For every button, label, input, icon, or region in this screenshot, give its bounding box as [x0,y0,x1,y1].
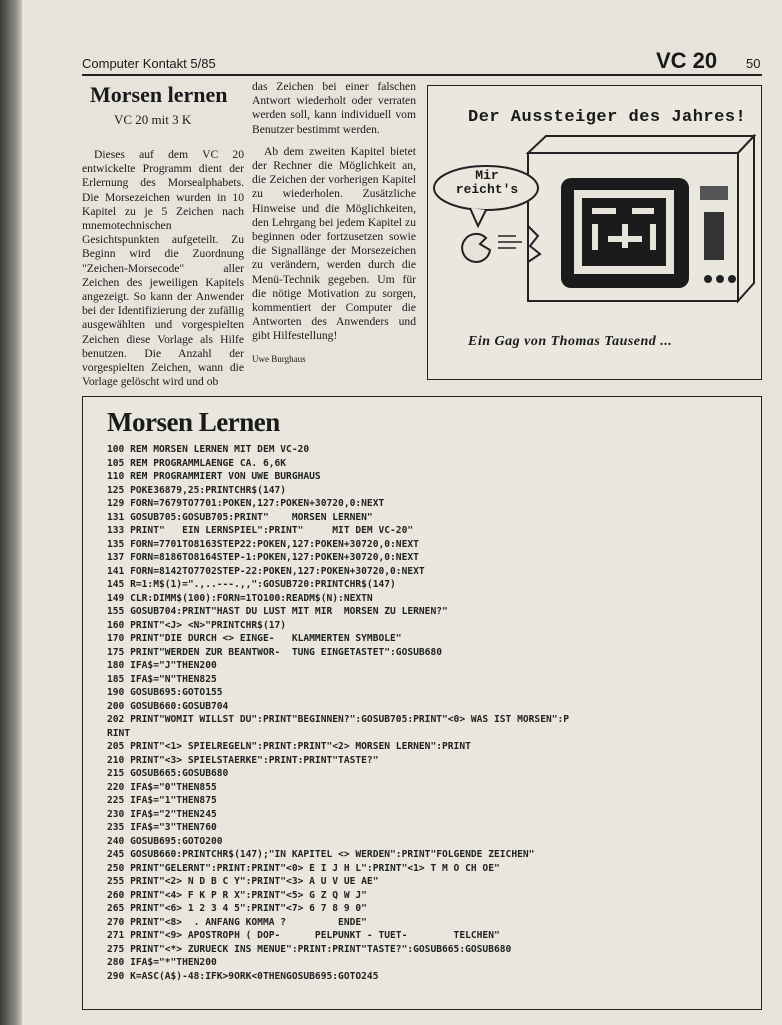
cartoon-credit: Ein Gag von Thomas Tausend ... [468,334,673,349]
code-line: 131 GOSUB705:GOSUB705:PRINT" MORSEN LERNEN" [107,511,373,523]
code-line: 200 GOSUB660:GOSUB704 [107,700,229,712]
article-column-2 [252,80,416,366]
section-title: VC 20 [656,48,718,73]
code-line: 271 PRINT"<9> APOSTROPH ( DOP- PELPUNKT - TUET- TELCHEN" [107,930,500,941]
code-line: 205 PRINT"<1> SPIELREGELN":PRINT:PRINT"<2> MORSEN LERNEN":PRINT [107,741,471,752]
code-line: 129 FORN=7679TO7701:POKEN,127:POKEN+30720,0:NEXT [107,498,385,509]
vent-grille [700,186,728,200]
code-line: 175 PRINT"WERDEN ZUR BEANTWOR- TUNG EINGETASTET":GOSUB680 [107,646,443,658]
code-line: 190 GOSUB695:GOTO155 [107,687,223,698]
code-line: 265 PRINT"<6> 1 2 3 4 5":PRINT"<7> 6 7 8 9 0" [107,903,367,914]
code-line: 125 POKE36879,25:PRINTCHR$(147) [107,484,287,496]
article-subtitle: VC 20 mit 3 K [114,112,192,127]
page-header [82,48,762,76]
page-number: 50 [746,56,761,71]
code-line: 133 PRINT" EIN LERNSPIEL":PRINT" MIT DEM VC-20" [107,525,414,536]
code-line: 135 FORN=7701TO8163STEP22:POKEN,127:POKEN+30720,0:NEXT [107,538,419,550]
code-line: 149 CLR:DIMM$(100):FORN=1TO100:READM$(N):NEXTN [107,592,373,604]
code-line: 180 IFA$="J"THEN200 [107,660,217,671]
code-line: 255 PRINT"<2> N D B C Y":PRINT"<3> A U V UE AE" [107,876,379,887]
code-line: 275 PRINT"<*> ZURUECK INS MENUE":PRINT:PRINT"TASTE?":GOSUB665:GOSUB680 [107,943,512,955]
code-line: 225 IFA$="1"THEN875 [107,795,217,806]
speaker-panel [704,212,724,260]
code-line: 220 IFA$="0"THEN855 [107,781,217,793]
code-line: 100 REM MORSEN LERNEN MIT DEM VC-20 [107,444,310,455]
article-paragraph: Dieses auf dem VC 20 entwickelte Programm dient der Erlernung des Morsealphabets. Die Morsezeichen wurden in 10 Kapitel zu je 5 Zeichen nach mnemotechnischen Gesichtspunkten aufgeteilt. Zu Beginn wird die Zuordnung "Zeichen-Morsecode" aller Zeichen des jeweiligen Kapitels angezeigt. So kann der Anwender bei der Identifizierung der zufällig ausgewählten und vorgespielten Zeichen diese Vorlage als Hilfe benutzen. Die Anzahl der vorgespielten Zeichen, wann die Vorlage gelöscht wird und ob [82,148,244,389]
code-line: RINT [107,727,131,739]
code-line: 141 FORN=8142TO7702STEP-22:POKEN,127:POKEN+30720,0:NEXT [107,565,425,577]
code-line: 215 GOSUB665:GOSUB680 [107,768,229,779]
pacman-character [462,234,522,262]
article-paragraph: Ab dem zweiten Kapitel bietet der Rechner die Möglichkeit an, die Zeichen der vorherigen Kapitel zu wiederholen. Zusätzliche Hinweise und die Möglichkeiten, den Lehrgang bei jedem Kapitel zu beginnen oder fortzusetzen sowie die Signallänge der Morsezeichen zu verändern, werden durch die Menü-Technik gegeben. Um für die nötige Motivation zu sorgen, kommentiert der Computer die Antworten des Anwenders und gibt Hilfestellung! [252,144,416,343]
code-line: 110 REM PROGRAMMIERT VON UWE BURGHAUS [107,471,321,482]
code-line: 240 GOSUB695:GOTO200 [107,835,223,847]
code-line: 260 PRINT"<4> F K P R X":PRINT"<5> G Z Q W J" [107,889,367,901]
code-listing [107,443,753,983]
code-line: 155 GOSUB704:PRINT"HAST DU LUST MIT MIR MORSEN ZU LERNEN?" [107,606,448,617]
code-line: 105 REM PROGRAMMLAENGE CA. 6,6K [107,457,287,469]
code-line: 210 PRINT"<3> SPIELSTAERKE":PRINT:PRINT"TASTE?" [107,754,379,766]
article-paragraph: das Zeichen bei einer falschen Antwort wiederholt oder verraten werden soll, kann individuell vom Benutzer bestimmt werden. [252,80,416,136]
code-line: 137 FORN=8186TO8164STEP-1:POKEN,127:POKEN+30720,0:NEXT [107,552,419,563]
code-line: 270 PRINT"<8> . ANFANG KOMMA ? ENDE" [107,916,367,928]
code-line: 230 IFA$="2"THEN245 [107,808,217,820]
speech-bubble-text: Mir reicht's [455,168,519,197]
article-author: Uwe Burghaus [252,353,306,364]
article-column-1 [82,148,244,397]
code-line: 280 IFA$="*"THEN200 [107,957,217,968]
code-line: 245 GOSUB660:PRINTCHR$(147);"IN KAPITEL <> WERDEN":PRINT"FOLGENDE ZEICHEN" [107,849,535,860]
page-binding-shadow [0,0,22,1025]
code-line: 170 PRINT"DIE DURCH <> EINGE- KLAMMERTEN SYMBOLE" [107,633,402,644]
cartoon-box [427,85,762,380]
program-listing-box [82,396,762,1010]
code-line: 202 PRINT"WOMIT WILLST DU":PRINT"BEGINNEN?":GOSUB705:PRINT"<0> WAS IST MORSEN":P [107,714,570,725]
code-line: 160 PRINT"<J> <N>"PRINTCHR$(17) [107,619,287,631]
code-line: 235 IFA$="3"THEN760 [107,822,217,833]
code-line: 290 K=ASC(A$)-48:IFK>9ORK<0THENGOSUB695:GOTO245 [107,970,379,982]
code-line: 250 PRINT"GELERNT":PRINT:PRINT"<0> E I J H L":PRINT"<1> T M O CH OE" [107,862,500,874]
listing-title: Morsen Lernen [107,407,280,437]
magazine-issue: Computer Kontakt 5/85 [82,56,216,71]
cartoon-title: Der Aussteiger des Jahres! [468,108,747,127]
article-title: Morsen lernen [90,82,228,107]
code-line: 145 R=1:M$(1)=".,..---.,,":GOSUB720:PRINTCHR$(147) [107,579,396,590]
code-line: 185 IFA$="N"THEN825 [107,673,217,685]
